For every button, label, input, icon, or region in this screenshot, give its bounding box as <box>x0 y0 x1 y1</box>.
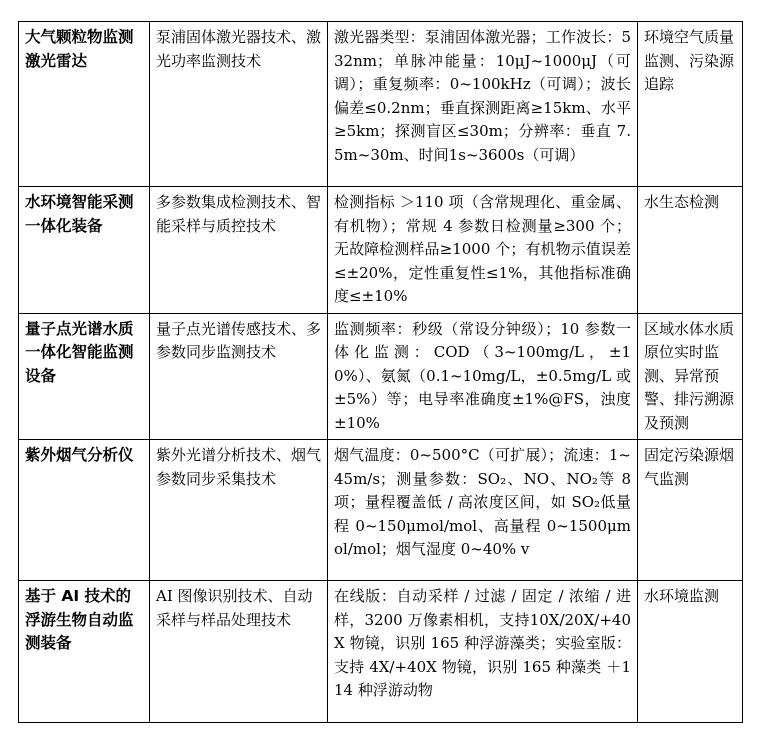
equipment-name-cell: 紫外烟气分析仪 <box>19 440 150 581</box>
application-cell: 水环境监测 <box>638 581 743 723</box>
table-row <box>19 440 743 581</box>
equipment-name-cell: 大气颗粒物监测激光雷达 <box>19 22 150 187</box>
application-cell: 固定污染源烟气监测 <box>638 440 743 581</box>
table-row <box>19 581 743 723</box>
technology-cell: AI 图像识别技术、自动采样与样品处理技术 <box>150 581 328 723</box>
technology-cell: 多参数集成检测技术、智能采样与质控技术 <box>150 187 328 314</box>
technology-cell: 紫外光谱分析技术、烟气参数同步采集技术 <box>150 440 328 581</box>
technology-cell: 量子点光谱传感技术、多参数同步监测技术 <box>150 313 328 440</box>
specification-cell: 监测频率：秒级（常设分钟级）；10 参数一体化监测：COD（3~100mg/L，±10%）、氨氮（0.1~10mg/L，±0.5mg/L 或 ±5%）等；电导率准确度±1%@FS，浊度 ±10% <box>328 313 638 440</box>
application-cell: 水生态检测 <box>638 187 743 314</box>
technology-cell: 泵浦固体激光器技术、激光功率监测技术 <box>150 22 328 187</box>
table-row <box>19 22 743 187</box>
table-row <box>19 313 743 440</box>
specification-cell: 在线版：自动采样 / 过滤 / 固定 / 浓缩 / 进样，3200 万像素相机，支持10X/20X/+40X 物镜，识别 165 种浮游藻类；实验室版：支持 4X/+40X 物镜，识别 165 种藻类 ＋114 种浮游动物 <box>328 581 638 723</box>
table-row <box>19 187 743 314</box>
equipment-name-cell: 量子点光谱水质一体化智能监测设备 <box>19 313 150 440</box>
application-cell: 区域水体水质原位实时监测、异常预警、排污溯源及预测 <box>638 313 743 440</box>
equipment-name-cell: 水环境智能采测一体化装备 <box>19 187 150 314</box>
equipment-name-cell: 基于 AI 技术的浮游生物自动监测装备 <box>19 581 150 723</box>
specification-cell: 激光器类型：泵浦固体激光器；工作波长：532nm；单脉冲能量：10μJ~1000μJ（可调）；重复频率：0~100kHz（可调）；波长偏差≤0.2nm；垂直探测距离≥15km、水平≥5km；探测盲区≤30m；分辨率：垂直 7.5m~30m、时间1s~3600s（可调） <box>328 22 638 187</box>
specification-cell: 检测指标 ＞110 项（含常规理化、重金属、有机物）；常规 4 参数日检测量≥300 个；无故障检测样品≥1000 个；有机物示值误差≤±20%，定性重复性≤1%，其他指标准确度≤±10% <box>328 187 638 314</box>
specification-cell: 烟气温度：0~500°C（可扩展）；流速：1~45m/s；测量参数：SO₂、NO、NO₂等 8 项；量程覆盖低 / 高浓度区间，如 SO₂低量程 0~150μmol/mol、高量程 0~1500μmol/mol；烟气湿度 0~40% v <box>328 440 638 581</box>
equipment-table <box>18 21 743 723</box>
application-cell: 环境空气质量监测、污染源追踪 <box>638 22 743 187</box>
